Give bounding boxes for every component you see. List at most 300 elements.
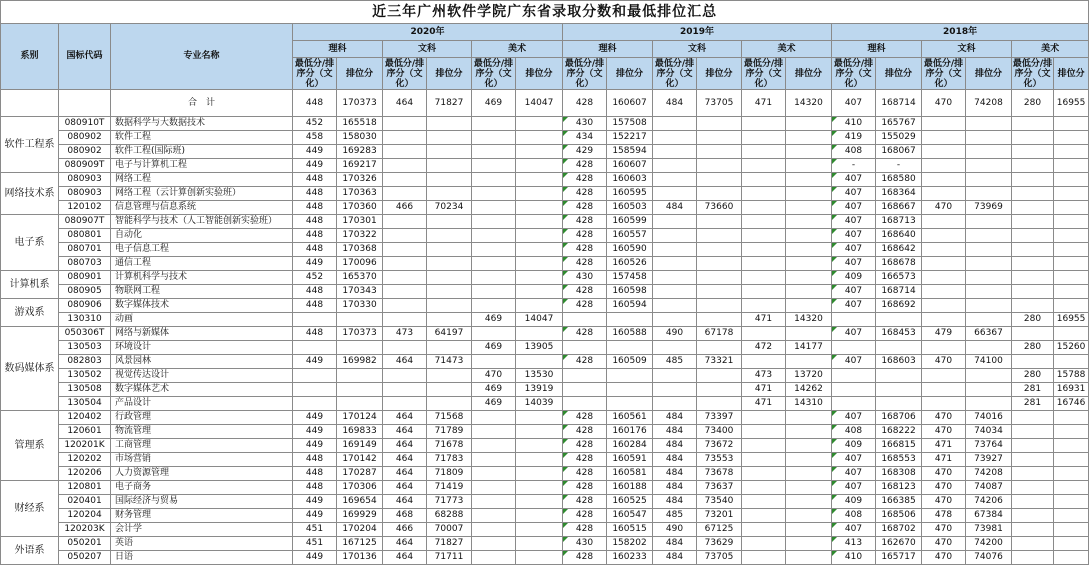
value-cell: 160594 — [607, 299, 653, 313]
value-cell — [516, 173, 563, 187]
value-cell: 407 — [832, 411, 876, 425]
value-cell: 490 — [653, 327, 697, 341]
value-cell: 168506 — [876, 509, 922, 523]
value-cell: 160603 — [607, 173, 653, 187]
code-cell: 080801 — [59, 229, 111, 243]
value-cell: 14177 — [786, 341, 832, 355]
table-row — [1, 299, 1089, 313]
value-cell — [472, 257, 516, 271]
table-row — [1, 509, 1089, 523]
major-cell: 数字媒体技术 — [111, 299, 293, 313]
major-cell: 电子与计算机工程 — [111, 159, 293, 173]
value-cell — [742, 327, 786, 341]
value-cell: 168553 — [876, 453, 922, 467]
value-cell: 469 — [472, 341, 516, 355]
value-cell: 429 — [563, 145, 607, 159]
code-cell: 120601 — [59, 425, 111, 439]
value-cell: 428 — [563, 173, 607, 187]
table-row — [1, 523, 1089, 537]
value-cell: 16746 — [1054, 397, 1089, 411]
value-cell — [922, 243, 966, 257]
value-cell: 451 — [293, 523, 337, 537]
header-code: 国标代码 — [59, 24, 111, 90]
value-cell: 407 — [832, 481, 876, 495]
value-cell — [1054, 495, 1089, 509]
value-cell: 470 — [922, 201, 966, 215]
value-cell: 160599 — [607, 215, 653, 229]
value-cell — [697, 173, 742, 187]
value-cell: 470 — [922, 411, 966, 425]
value-cell: 484 — [653, 537, 697, 551]
value-cell: 160588 — [607, 327, 653, 341]
value-cell: 407 — [832, 299, 876, 313]
value-cell: 449 — [293, 439, 337, 453]
value-cell — [966, 215, 1012, 229]
header-subject-liberal-arts: 文科 — [922, 41, 1012, 58]
value-cell: 469 — [472, 397, 516, 411]
value-cell — [966, 229, 1012, 243]
value-cell: 484 — [653, 411, 697, 425]
value-cell — [1012, 229, 1054, 243]
value-cell — [1054, 327, 1089, 341]
total-value: 74208 — [966, 90, 1012, 117]
value-cell: 452 — [293, 117, 337, 131]
header-rank: 排位分 — [427, 58, 472, 90]
value-cell: 73927 — [966, 453, 1012, 467]
value-cell — [697, 285, 742, 299]
value-cell — [966, 159, 1012, 173]
value-cell: 430 — [563, 537, 607, 551]
header-subject-liberal-arts: 文科 — [653, 41, 742, 58]
value-cell — [383, 159, 427, 173]
value-cell — [472, 285, 516, 299]
value-cell — [966, 369, 1012, 383]
value-cell — [472, 243, 516, 257]
value-cell: 464 — [383, 495, 427, 509]
value-cell — [1054, 439, 1089, 453]
value-cell — [742, 481, 786, 495]
value-cell — [516, 257, 563, 271]
value-cell — [383, 257, 427, 271]
value-cell: 160509 — [607, 355, 653, 369]
value-cell: 165518 — [337, 117, 383, 131]
value-cell: 428 — [563, 411, 607, 425]
value-cell — [1054, 551, 1089, 565]
code-cell: 130502 — [59, 369, 111, 383]
value-cell — [653, 187, 697, 201]
value-cell: 73400 — [697, 425, 742, 439]
value-cell: 428 — [563, 285, 607, 299]
value-cell — [1012, 117, 1054, 131]
value-cell: 484 — [653, 481, 697, 495]
value-cell — [383, 313, 427, 327]
value-cell: 71827 — [427, 537, 472, 551]
total-value: 470 — [922, 90, 966, 117]
value-cell: 464 — [383, 425, 427, 439]
value-cell — [472, 299, 516, 313]
value-cell: 466 — [383, 201, 427, 215]
value-cell — [1012, 495, 1054, 509]
value-cell — [427, 397, 472, 411]
dept-cell: 软件工程系 — [1, 117, 59, 173]
value-cell: 428 — [563, 187, 607, 201]
value-cell: 464 — [383, 453, 427, 467]
value-cell — [786, 229, 832, 243]
value-cell: 71773 — [427, 495, 472, 509]
major-cell: 网络与新媒体 — [111, 327, 293, 341]
value-cell — [697, 117, 742, 131]
value-cell: 152217 — [607, 131, 653, 145]
value-cell: 160557 — [607, 229, 653, 243]
value-cell: 471 — [922, 453, 966, 467]
value-cell — [472, 509, 516, 523]
value-cell — [1012, 243, 1054, 257]
value-cell — [383, 341, 427, 355]
value-cell — [607, 397, 653, 411]
value-cell: 168123 — [876, 481, 922, 495]
header-subject-science: 理科 — [293, 41, 383, 58]
code-cell: 120801 — [59, 481, 111, 495]
table-row — [1, 313, 1089, 327]
header-min-score: 最低分/排序分（文化） — [383, 58, 427, 90]
value-cell: 428 — [563, 551, 607, 565]
value-cell: 407 — [832, 173, 876, 187]
value-cell: 464 — [383, 439, 427, 453]
value-cell — [516, 243, 563, 257]
value-cell: 16931 — [1054, 383, 1089, 397]
value-cell — [427, 271, 472, 285]
value-cell: 168364 — [876, 187, 922, 201]
value-cell: 407 — [832, 187, 876, 201]
code-cell: 080903 — [59, 187, 111, 201]
code-cell: 130503 — [59, 341, 111, 355]
total-value: 464 — [383, 90, 427, 117]
value-cell: 73981 — [966, 523, 1012, 537]
value-cell: 449 — [293, 257, 337, 271]
header-min-score: 最低分/排序分（文化） — [563, 58, 607, 90]
total-value: 14047 — [516, 90, 563, 117]
value-cell: 160233 — [607, 551, 653, 565]
value-cell: 160581 — [607, 467, 653, 481]
total-dept — [1, 90, 59, 117]
table-row — [1, 425, 1089, 439]
value-cell: 478 — [922, 509, 966, 523]
code-cell: 080909T — [59, 159, 111, 173]
value-cell — [1054, 117, 1089, 131]
value-cell — [786, 131, 832, 145]
value-cell — [786, 145, 832, 159]
total-code — [59, 90, 111, 117]
dept-cell: 管理系 — [1, 411, 59, 481]
value-cell: 158202 — [607, 537, 653, 551]
table-row — [1, 285, 1089, 299]
value-cell: 449 — [293, 425, 337, 439]
value-cell: 479 — [922, 327, 966, 341]
value-cell — [563, 397, 607, 411]
code-cell: 080901 — [59, 271, 111, 285]
value-cell — [653, 257, 697, 271]
value-cell: 71789 — [427, 425, 472, 439]
value-cell: 160525 — [607, 495, 653, 509]
value-cell — [697, 187, 742, 201]
value-cell: 464 — [383, 551, 427, 565]
value-cell: 428 — [563, 467, 607, 481]
value-cell: 428 — [563, 215, 607, 229]
value-cell: 16955 — [1054, 313, 1089, 327]
value-cell: 13530 — [516, 369, 563, 383]
value-cell — [516, 425, 563, 439]
value-cell: 473 — [383, 327, 427, 341]
value-cell — [1012, 159, 1054, 173]
value-cell: 449 — [293, 495, 337, 509]
value-cell — [697, 313, 742, 327]
value-cell — [1012, 467, 1054, 481]
value-cell — [1012, 439, 1054, 453]
code-cell: 080910T — [59, 117, 111, 131]
value-cell: 428 — [563, 257, 607, 271]
value-cell: 407 — [832, 257, 876, 271]
value-cell — [1054, 523, 1089, 537]
value-cell: 158030 — [337, 131, 383, 145]
value-cell: 469 — [472, 383, 516, 397]
value-cell: 280 — [1012, 369, 1054, 383]
value-cell — [742, 243, 786, 257]
value-cell: 71568 — [427, 411, 472, 425]
value-cell: 484 — [653, 201, 697, 215]
value-cell: 170360 — [337, 201, 383, 215]
value-cell — [786, 355, 832, 369]
value-cell — [293, 397, 337, 411]
major-cell: 工商管理 — [111, 439, 293, 453]
value-cell — [516, 355, 563, 369]
value-cell: 170306 — [337, 481, 383, 495]
value-cell — [653, 313, 697, 327]
value-cell — [383, 131, 427, 145]
total-value: 428 — [563, 90, 607, 117]
table-row — [1, 355, 1089, 369]
value-cell — [786, 481, 832, 495]
major-cell: 英语 — [111, 537, 293, 551]
value-cell — [1054, 467, 1089, 481]
table-row — [1, 439, 1089, 453]
value-cell — [1012, 215, 1054, 229]
value-cell: 407 — [832, 229, 876, 243]
value-cell: 448 — [293, 201, 337, 215]
value-cell — [697, 299, 742, 313]
value-cell: 168222 — [876, 425, 922, 439]
value-cell — [653, 229, 697, 243]
dept-cell: 数码媒体系 — [1, 327, 59, 411]
value-cell: 407 — [832, 327, 876, 341]
code-cell: 120402 — [59, 411, 111, 425]
value-cell: 170287 — [337, 467, 383, 481]
value-cell — [697, 215, 742, 229]
table-row — [1, 229, 1089, 243]
value-cell: 73397 — [697, 411, 742, 425]
value-cell — [516, 411, 563, 425]
value-cell: 170368 — [337, 243, 383, 257]
table-row — [1, 215, 1089, 229]
value-cell — [742, 453, 786, 467]
value-cell — [653, 243, 697, 257]
value-cell: 73637 — [697, 481, 742, 495]
value-cell — [697, 159, 742, 173]
major-cell: 动画 — [111, 313, 293, 327]
value-cell — [1054, 355, 1089, 369]
value-cell — [922, 229, 966, 243]
value-cell — [607, 341, 653, 355]
value-cell — [1012, 425, 1054, 439]
value-cell — [876, 313, 922, 327]
value-cell — [427, 145, 472, 159]
header-major: 专业名称 — [111, 24, 293, 90]
value-cell: 170142 — [337, 453, 383, 467]
value-cell: 14320 — [786, 313, 832, 327]
value-cell: 407 — [832, 453, 876, 467]
value-cell — [1012, 327, 1054, 341]
value-cell — [472, 159, 516, 173]
value-cell: 167125 — [337, 537, 383, 551]
value-cell — [427, 341, 472, 355]
value-cell: 407 — [832, 523, 876, 537]
major-cell: 软件工程 — [111, 131, 293, 145]
value-cell: 170124 — [337, 411, 383, 425]
value-cell — [786, 173, 832, 187]
value-cell: 160591 — [607, 453, 653, 467]
value-cell — [966, 187, 1012, 201]
value-cell — [1054, 257, 1089, 271]
value-cell — [472, 453, 516, 467]
value-cell: 64197 — [427, 327, 472, 341]
value-cell — [1054, 187, 1089, 201]
value-cell — [742, 145, 786, 159]
value-cell: 428 — [563, 523, 607, 537]
header-min-score: 最低分/排序分（文化） — [293, 58, 337, 90]
value-cell: 67178 — [697, 327, 742, 341]
value-cell — [472, 187, 516, 201]
major-cell: 物流管理 — [111, 425, 293, 439]
value-cell — [697, 243, 742, 257]
value-cell: 428 — [563, 243, 607, 257]
major-cell: 日语 — [111, 551, 293, 565]
table-row — [1, 173, 1089, 187]
code-cell: 120204 — [59, 509, 111, 523]
value-cell — [876, 383, 922, 397]
value-cell — [1012, 187, 1054, 201]
value-cell — [1054, 201, 1089, 215]
value-cell: 71678 — [427, 439, 472, 453]
value-cell: 168308 — [876, 467, 922, 481]
value-cell: 169217 — [337, 159, 383, 173]
value-cell — [516, 215, 563, 229]
table-row — [1, 243, 1089, 257]
value-cell: 170204 — [337, 523, 383, 537]
header-min-score: 最低分/排序分（文化） — [1012, 58, 1053, 89]
major-cell: 软件工程(国际班) — [111, 145, 293, 159]
major-cell: 电子信息工程 — [111, 243, 293, 257]
value-cell: 74087 — [966, 481, 1012, 495]
table-row — [1, 481, 1089, 495]
value-cell — [383, 173, 427, 187]
value-cell: 470 — [922, 551, 966, 565]
dept-cell: 游戏系 — [1, 299, 59, 327]
value-cell — [786, 495, 832, 509]
value-cell: 428 — [563, 481, 607, 495]
value-cell: 13919 — [516, 383, 563, 397]
value-cell: 73321 — [697, 355, 742, 369]
value-cell: 168603 — [876, 355, 922, 369]
value-cell: 13905 — [516, 341, 563, 355]
value-cell: 428 — [563, 201, 607, 215]
value-cell — [697, 271, 742, 285]
value-cell — [383, 243, 427, 257]
value-cell: 74100 — [966, 355, 1012, 369]
value-cell — [427, 313, 472, 327]
value-cell — [516, 299, 563, 313]
value-cell: 434 — [563, 131, 607, 145]
value-cell — [472, 327, 516, 341]
value-cell: 168692 — [876, 299, 922, 313]
value-cell — [742, 355, 786, 369]
value-cell — [697, 383, 742, 397]
value-cell: 408 — [832, 145, 876, 159]
table-row — [1, 537, 1089, 551]
value-cell: 168678 — [876, 257, 922, 271]
value-cell: 170363 — [337, 187, 383, 201]
value-cell — [427, 299, 472, 313]
value-cell: 408 — [832, 425, 876, 439]
header-rank: 排位分 — [607, 58, 653, 90]
value-cell: 170301 — [337, 215, 383, 229]
value-cell — [472, 215, 516, 229]
value-cell: 71419 — [427, 481, 472, 495]
value-cell: 166573 — [876, 271, 922, 285]
value-cell — [472, 425, 516, 439]
value-cell: 70007 — [427, 523, 472, 537]
value-cell: 428 — [563, 509, 607, 523]
value-cell — [427, 173, 472, 187]
value-cell — [832, 313, 876, 327]
table-row — [1, 551, 1089, 565]
value-cell: 74016 — [966, 411, 1012, 425]
value-cell: 168713 — [876, 215, 922, 229]
value-cell — [383, 145, 427, 159]
value-cell: 470 — [922, 523, 966, 537]
value-cell — [1012, 285, 1054, 299]
value-cell: 170343 — [337, 285, 383, 299]
value-cell — [427, 187, 472, 201]
value-cell: 428 — [563, 355, 607, 369]
value-cell: 484 — [653, 453, 697, 467]
value-cell: 73540 — [697, 495, 742, 509]
major-cell: 市场营销 — [111, 453, 293, 467]
major-cell: 信息管理与信息系统 — [111, 201, 293, 215]
value-cell — [516, 327, 563, 341]
value-cell — [427, 383, 472, 397]
value-cell — [742, 173, 786, 187]
value-cell — [786, 551, 832, 565]
value-cell — [653, 215, 697, 229]
value-cell — [742, 299, 786, 313]
value-cell: 169833 — [337, 425, 383, 439]
value-cell: 428 — [563, 327, 607, 341]
total-value: 170373 — [337, 90, 383, 117]
value-cell — [383, 285, 427, 299]
major-cell: 风景园林 — [111, 355, 293, 369]
value-cell — [697, 131, 742, 145]
value-cell: 281 — [1012, 397, 1054, 411]
value-cell — [1012, 173, 1054, 187]
